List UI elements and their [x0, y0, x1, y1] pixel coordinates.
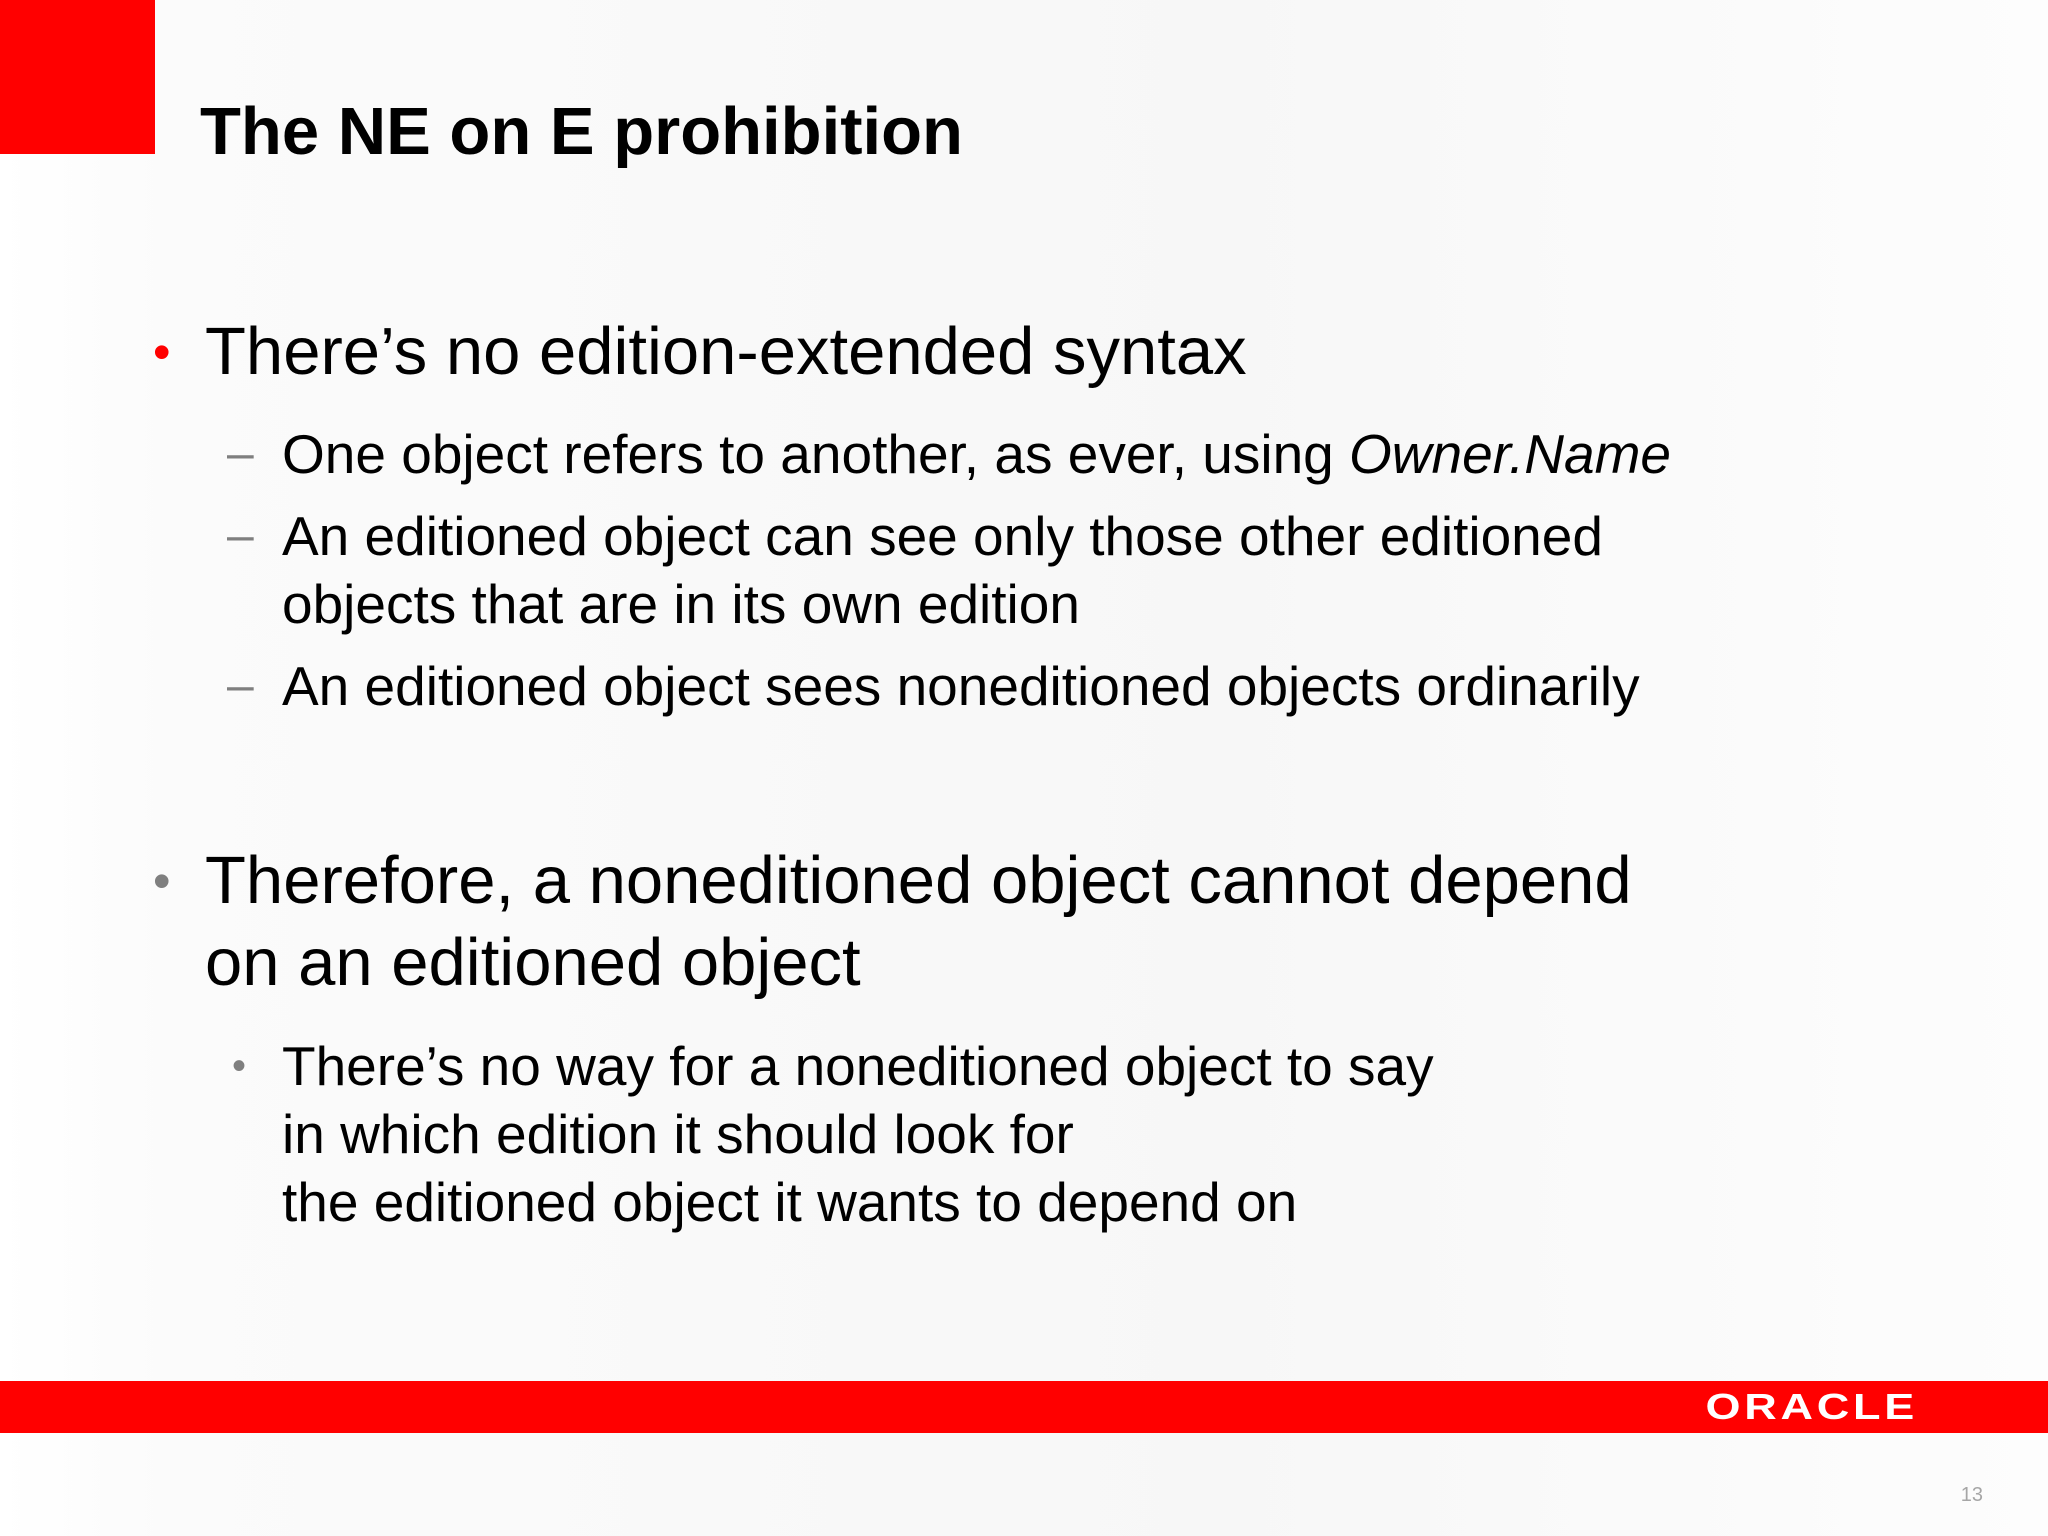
bullet-1 — [153, 311, 1247, 393]
sub-item-2-1 — [232, 1032, 1434, 1236]
bullet-dot-small: • — [232, 1044, 247, 1088]
sub-item-1-2 — [227, 502, 1603, 638]
dash-marker: – — [227, 427, 254, 480]
sub-item-1-2-line-2: objects that are in its own edition — [282, 573, 1080, 635]
page-number: 13 — [1960, 1484, 1983, 1506]
bullet-dot-gray: • — [153, 853, 171, 909]
sub-item-1-3 — [227, 652, 1640, 720]
slide-title: The NE on E prohibition — [200, 94, 963, 169]
sub-item-2-1-line-1: There’s no way for a noneditioned object to say — [282, 1035, 1434, 1097]
bullet-dot-red: • — [153, 324, 171, 380]
sub-item-2-1-line-2: in which edition it should look for — [282, 1103, 1074, 1165]
oracle-logo: ORACLE — [1705, 1386, 1918, 1427]
sub-item-1-1-text: One object refers to another, as ever, using — [282, 423, 1350, 485]
bullet-2-line-2: on an editioned object — [205, 925, 861, 1000]
sub-item-1-1 — [227, 420, 1671, 488]
sub-item-1-1-italic: Owner.Name — [1349, 423, 1671, 485]
bullet-2-line-1: Therefore, a noneditioned object cannot depend — [205, 843, 1632, 918]
sub-item-1-2-line-1: An editioned object can see only those other editioned — [282, 505, 1603, 567]
bullet-1-text: There’s no edition-extended syntax — [205, 314, 1247, 389]
dash-marker: – — [227, 659, 254, 712]
dash-marker: – — [227, 509, 254, 562]
bullet-2 — [153, 840, 1632, 1004]
sub-item-2-1-line-3: the editioned object it wants to depend on — [282, 1171, 1298, 1233]
sub-item-1-3-text: An editioned object sees noneditioned objects ordinarily — [282, 655, 1640, 717]
